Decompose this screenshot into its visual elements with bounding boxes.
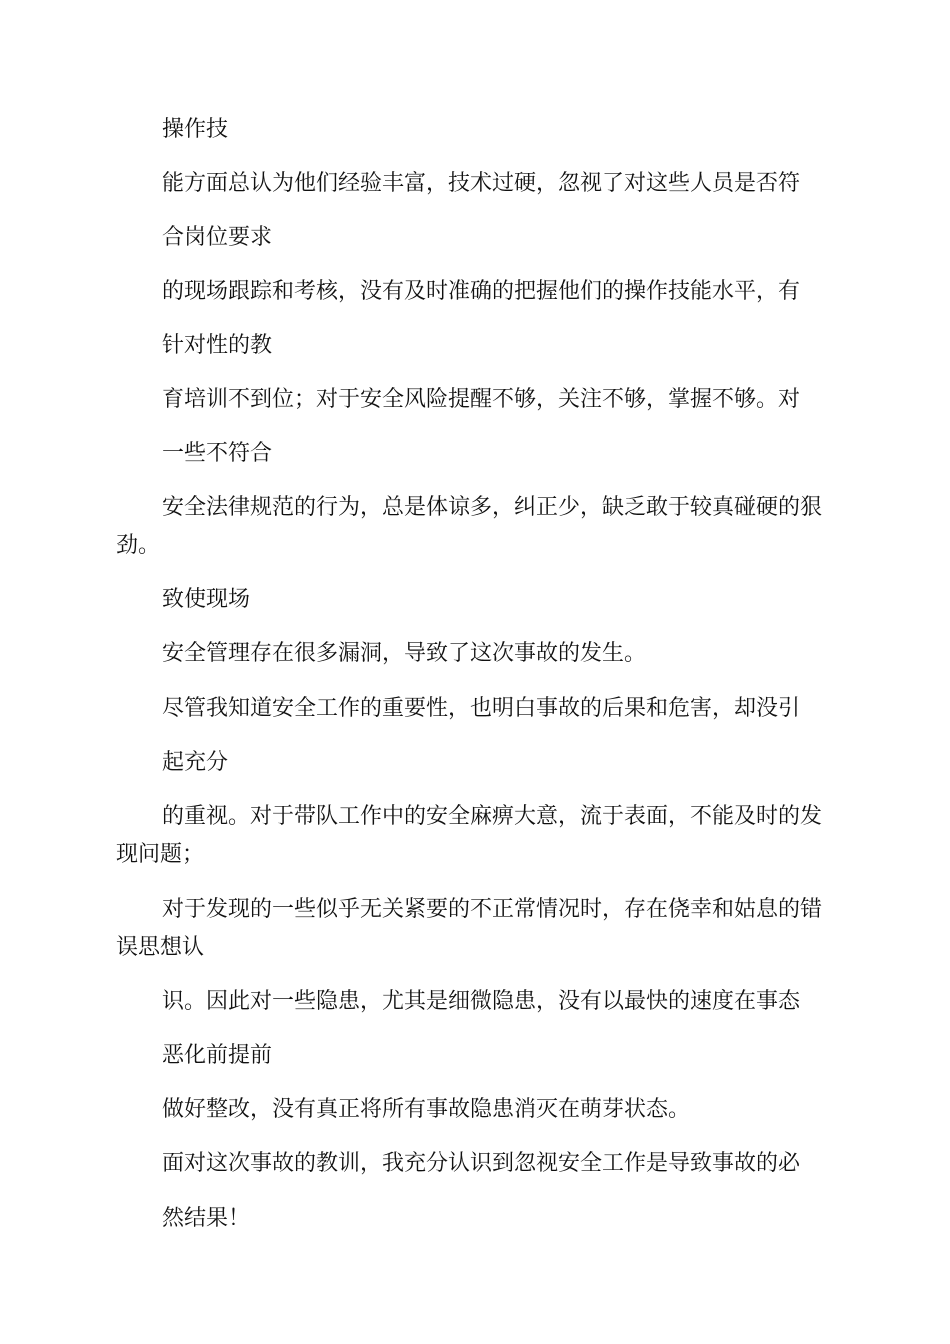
text-line: 育培训不到位；对于安全风险提醒不够，关注不够，掌握不够。对 — [162, 387, 801, 412]
text-line: 劲。 — [116, 533, 161, 558]
text-line: 然结果！ — [162, 1206, 251, 1231]
text-line: 安全法律规范的行为，总是体谅多，纠正少，缺乏敢于较真碰硬的狠 — [162, 495, 823, 520]
text-line: 现问题； — [116, 842, 205, 867]
text-line: 的现场跟踪和考核，没有及时准确的把握他们的操作技能水平，有 — [162, 279, 801, 304]
text-line: 面对这次事故的教训，我充分认识到忽视安全工作是导致事故的必 — [162, 1151, 801, 1176]
text-line: 安全管理存在很多漏洞，导致了这次事故的发生。 — [162, 641, 647, 666]
text-line: 合岗位要求 — [162, 225, 273, 250]
text-line: 误思想认 — [116, 935, 205, 960]
text-line: 对于发现的一些似乎无关紧要的不正常情况时，存在侥幸和姑息的错 — [162, 897, 823, 922]
text-line: 的重视。对于带队工作中的安全麻痹大意，流于表面，不能及时的发 — [162, 804, 823, 829]
text-line: 操作技 — [162, 117, 229, 142]
text-line: 尽管我知道安全工作的重要性，也明白事故的后果和危害，却没引 — [162, 696, 801, 721]
text-line: 针对性的教 — [162, 333, 273, 358]
text-line: 识。因此对一些隐患，尤其是细微隐患，没有以最快的速度在事态 — [162, 989, 801, 1014]
text-line: 做好整改，没有真正将所有事故隐患消灭在萌芽状态。 — [162, 1097, 691, 1122]
text-line: 起充分 — [162, 750, 229, 775]
text-line: 致使现场 — [162, 587, 251, 612]
text-line: 恶化前提前 — [162, 1043, 273, 1068]
text-line: 能方面总认为他们经验丰富，技术过硬，忽视了对这些人员是否符 — [162, 171, 801, 196]
text-line: 一些不符合 — [162, 441, 273, 466]
